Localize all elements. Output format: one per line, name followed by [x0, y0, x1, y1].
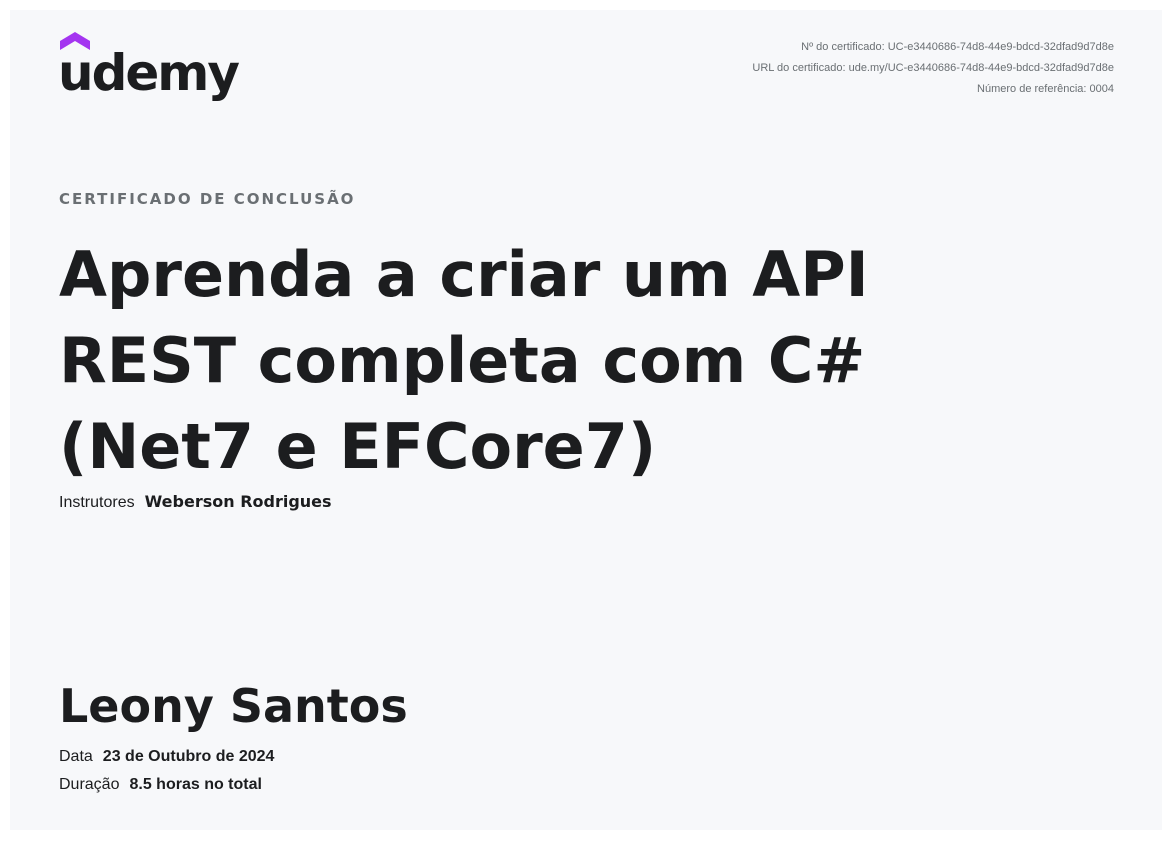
logo-wordmark: udemy	[58, 44, 238, 102]
date-label: Data	[59, 748, 93, 765]
student-name: Leony Santos	[59, 679, 408, 733]
date-value: 23 de Outubro de 2024	[102, 748, 275, 765]
certificate-number: Nº do certificado: UC-e3440686-74d8-44e9-bdcd-32dfad9d7d8e	[801, 41, 1114, 53]
duration-line	[59, 774, 262, 795]
duration-label: Duração	[59, 776, 120, 793]
date-line	[59, 746, 274, 767]
instructors-line	[59, 492, 332, 513]
instructor-name: Weberson Rodrigues	[144, 492, 332, 511]
certificate-url: URL do certificado: ude.my/UC-e3440686-74d8-44e9-bdcd-32dfad9d7d8e	[752, 62, 1114, 74]
reference-number: Número de referência: 0004	[977, 83, 1114, 95]
certificate-kicker: CERTIFICADO DE CONCLUSÃO	[59, 190, 356, 208]
certificate-meta	[752, 37, 1114, 100]
certificate	[10, 10, 1162, 830]
udemy-logo	[58, 32, 254, 108]
course-title: Aprenda a criar um API REST completa com C# (Net7 e EFCore7)	[59, 238, 869, 483]
instructors-label: Instrutores	[59, 494, 135, 511]
duration-value: 8.5 horas no total	[129, 776, 262, 793]
